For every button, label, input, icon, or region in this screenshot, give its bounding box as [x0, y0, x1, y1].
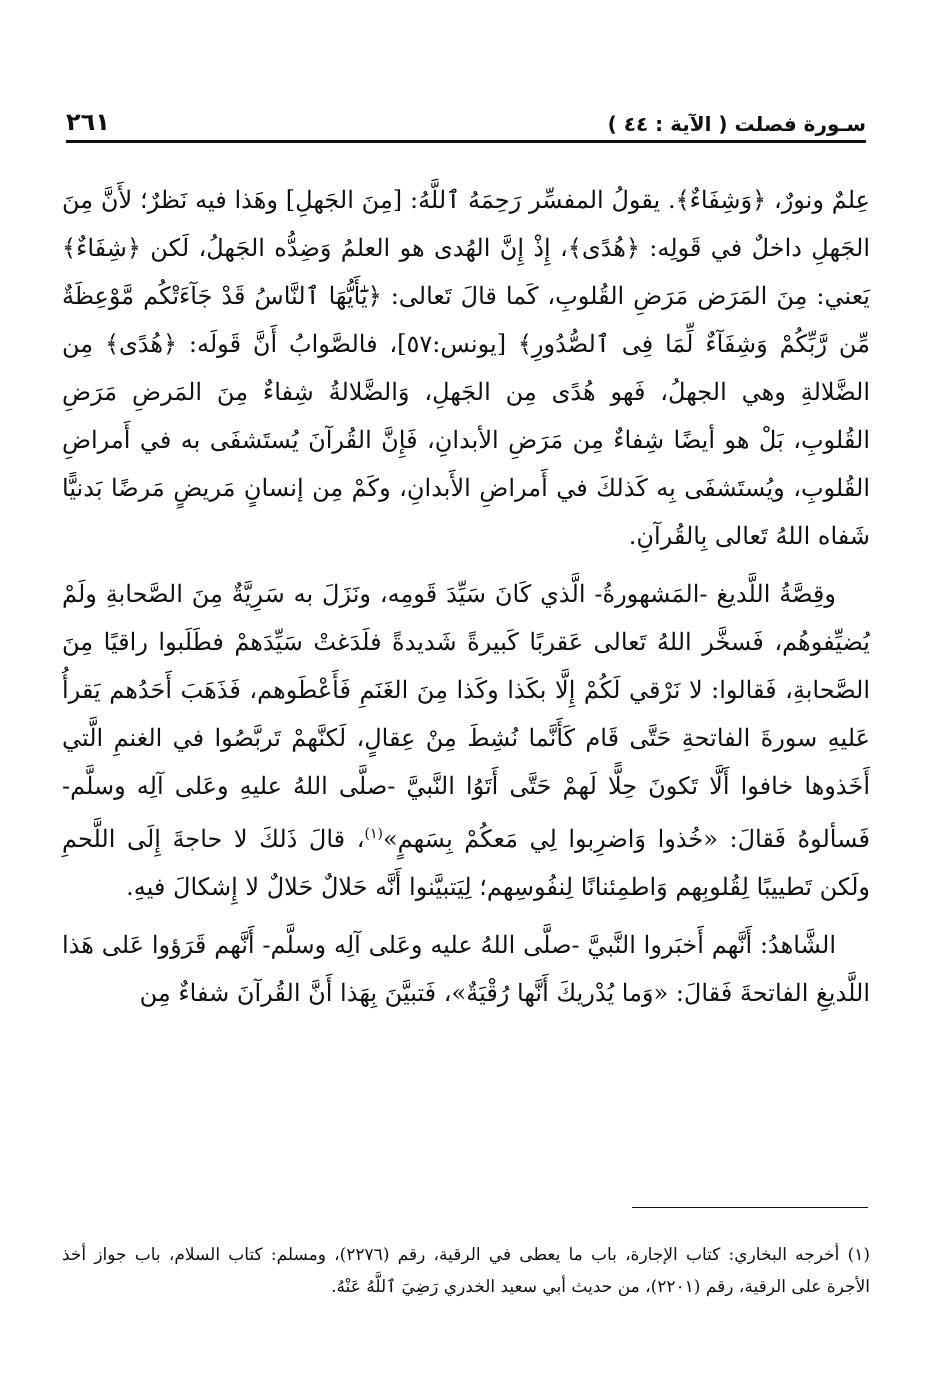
paragraph-1: عِلمٌ ونورٌ، ﴿وَشِفَاءٌ﴾. يقولُ المفسِّر رَحِمَهُ ٱللَّهُ: [مِنَ الجَهلِ] وهَذا فيه نَظرٌ؛ لأَنَّ مِنَ الجَهلِ داخلٌ في قَولِه: ﴿هُدًى﴾، إِذْ إِنَّ الهُدى هو العلمُ وَضِدُّه الجَهلُ، لَكن ﴿شِفَاءٌ﴾ يَعني: مِنَ المَرَض مَرَضِ القُلوبِ، كَما قالَ تَعالى: ﴿يَٰٓأَيُّهَا ٱلنَّاسُ قَدْ جَآءَتْكُم مَّوْعِظَةٌ مِّن رَّبِّكُمْ وَشِفَآءٌ لِّمَا فِى ٱلصُّدُورِ﴾ [يونس:٥٧]، فالصَّوابُ أَنَّ قَولَه: ﴿هُدًى﴾ مِن الضَّلالةِ وهي الجهلُ، فَهو هُدًى مِن الجَهلِ، وَالضَّلالةُ شِفاءٌ مِنَ المَرضِ مَرَضِ القُلوبِ، بَلْ هو أيضًا شِفاءٌ مِن مَرَضِ الأبدانِ، فَإِنَّ القُرآنَ يُستَشفَى به في أَمراضِ القُلوبِ، ويُستَشفَى بِه كَذلكَ في أَمراضِ الأَبدانِ، وكَمْ مِن إنسانٍ مَريضٍ مَرضًا بَدنيًّا شَفاه اللهُ تَعالى بِالقُرآنِ. [62, 186, 870, 550]
paragraph-2-text: وقِصَّةُ اللَّديغ -المَشهورةُ- الَّذي كَانَ سَيِّدَ قَومِه، ونَزَلَ به سَرِيَّةٌ مِنَ الصَّحابةِ ولَمْ يُضيِّفوهُم، فَسخَّر اللهُ تَعالى عَقربًا كَبيرةً شَديدةً فلَدَغتْ سَيِّدَهمْ فطَلَبوا راقيًا مِنَ الصَّحابةِ، فَقالوا: لا نَرْقي لَكُمْ إِلَّا بكَذا وكَذا مِنَ الغَنَمِ فَأَعْطَوهم، فَذَهَبَ أَحَدُهم يَقرأُ عَليهِ سورةَ الفاتحةِ حَتَّى قَام كَأَنَّما نُشِطَ مِنْ عِقالٍ، لَكنَّهمْ تَربَّصُوا في الغنمِ الَّتي أَخَذوها خافوا أَلَّا تَكونَ حِلًّا لَهمْ حَتَّى أَتَوُا النَّبيَّ -صلَّى اللهُ عليهِ وعَلى آلِه وسلَّم- فَسألوهُ فَقالَ: «خُذوا وَاضرِبوا لِي مَعكُمْ بِسَهمٍ» [62, 580, 870, 853]
surah-title: سـورة فصلت ( الآية : ٤٤ ) [607, 112, 866, 136]
paragraph-2 [62, 570, 870, 911]
footnote-rule [632, 1207, 868, 1208]
body-text [62, 176, 870, 1017]
footnote-reference[interactable]: (١) [364, 826, 383, 842]
paragraph-2-continuation: ، قالَ ذَلكَ لا حاجةَ إِلَى اللَّحمِ ولَكن تَطييبًا لِقُلوبِهم وَاطمِئنانًا لِنفُوسِهم؛ لِيَتبيَّنوا أَنَّه حَلالٌ حَلالٌ لا إِشكالَ فيهِ. [62, 825, 870, 901]
running-header [66, 108, 866, 138]
footnote: (١) أخرجه البخاري: كتاب الإجارة، باب ما يعطى في الرقية، رقم (٢٢٧٦)، ومسلم: كتاب السلام، باب جواز أخذ الأجرة على الرقية، رقم (٢٢٠١)، من حديث أبي سعيد الخدري رَضِيَ ٱللَّهُ عَنْهُ. [62, 1245, 870, 1297]
paragraph-3: الشَّاهدُ: أَنَّهم أَخبَروا النَّبيَّ -صلَّى اللهُ عليه وعَلى آلِه وسلَّم- أَنَّهم قَرَؤوا عَلى هَذا اللَّديغِ الفاتحةَ فَقالَ: «وَما يُدْريكَ أَنَّها رُقْيَةٌ»، فَتبيَّنَ بِهَذا أَنَّ القُرآنَ شفاءٌ مِن [62, 931, 870, 1007]
header-rule [66, 140, 866, 143]
page-number: ٢٦١ [66, 108, 110, 136]
